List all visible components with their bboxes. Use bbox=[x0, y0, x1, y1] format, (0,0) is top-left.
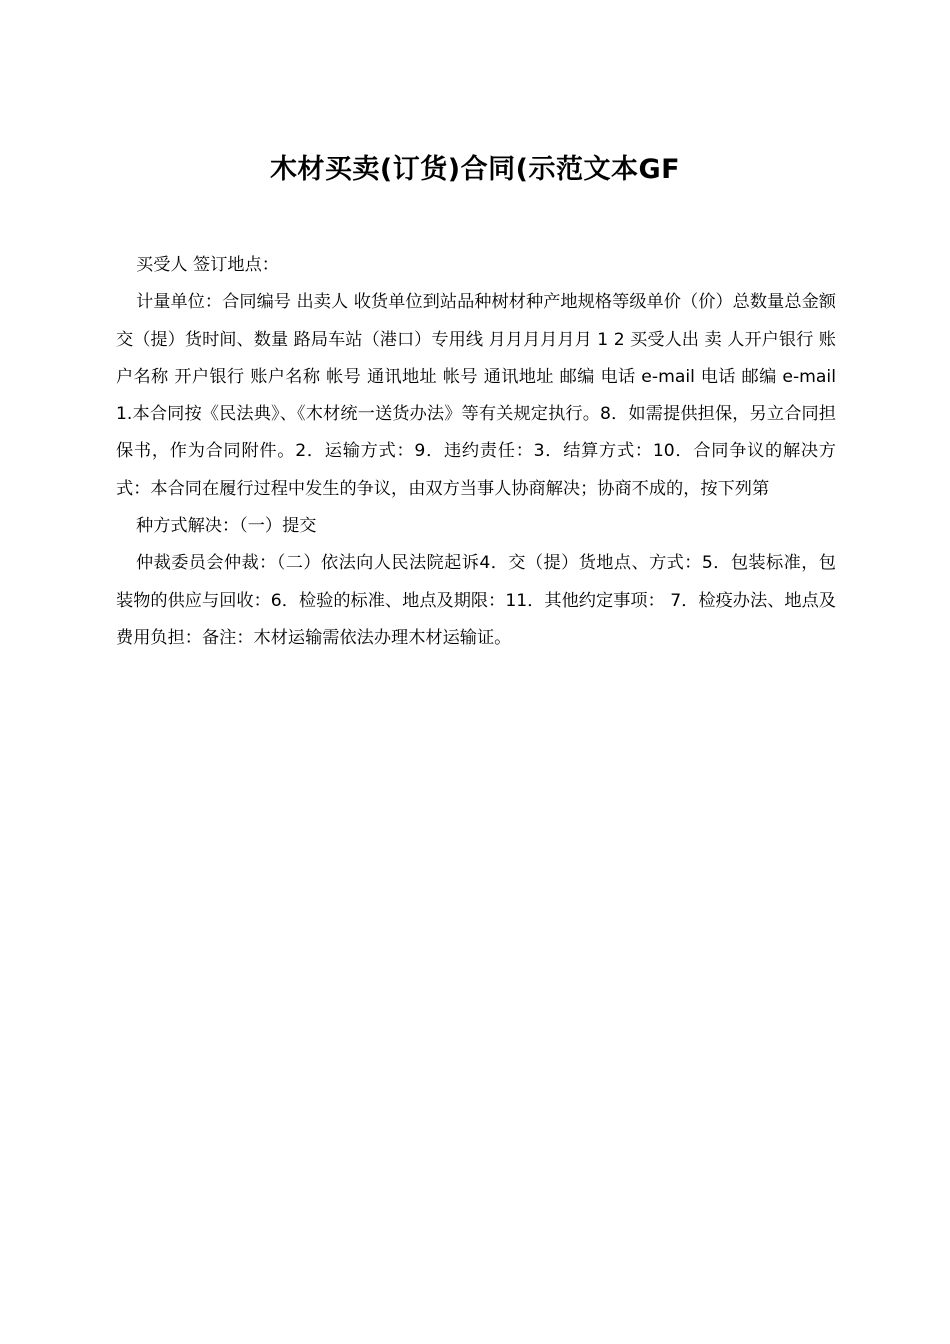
document-title: 木材买卖(订货)合同(示范文本GF bbox=[269, 154, 681, 186]
paragraph-arbitration-and-other-terms: 仲裁委员会仲裁：（二）依法向人民法院起诉4．交（提）货地点、方式：5．包装标准，包装物的供应与回收：6．检验的标准、地点及期限：11．其他约定事项： 7．检疫办法、地点及费用负担：备注：木材运输需依法办理木材运输证。 bbox=[116, 553, 836, 648]
paragraph-buyer-signing-place: 买受人 签订地点： bbox=[136, 255, 279, 275]
paragraph-dispute-resolution: 种方式解决：（一）提交 bbox=[136, 516, 317, 537]
document-body bbox=[116, 247, 836, 657]
paragraph-contract-terms: 计量单位：合同编号 出卖人 收货单位到站品种树材种产地规格等级单价（价）总数量总金额交（提）货时间、数量 路局车站（港口）专用线 月月月月月月 1 2 买受人出 卖 人开户银行 账户名称 开户银行 账户名称 帐号 通讯地址 帐号 通讯地址 邮编 电话 e-mail 电话 邮编 e-mail 1.本合同按《民法典》、《木材统一送货办法》等有关规定执行。8．如需提供担保，另立合同担保书，作为合同附件。2．运输方式：9．违约责任：3．结算方式：10．合同争议的解决方式：本合同在履行过程中发生的争议，由双方当事人协商解决；协商不成的，按下列第 bbox=[116, 292, 836, 499]
